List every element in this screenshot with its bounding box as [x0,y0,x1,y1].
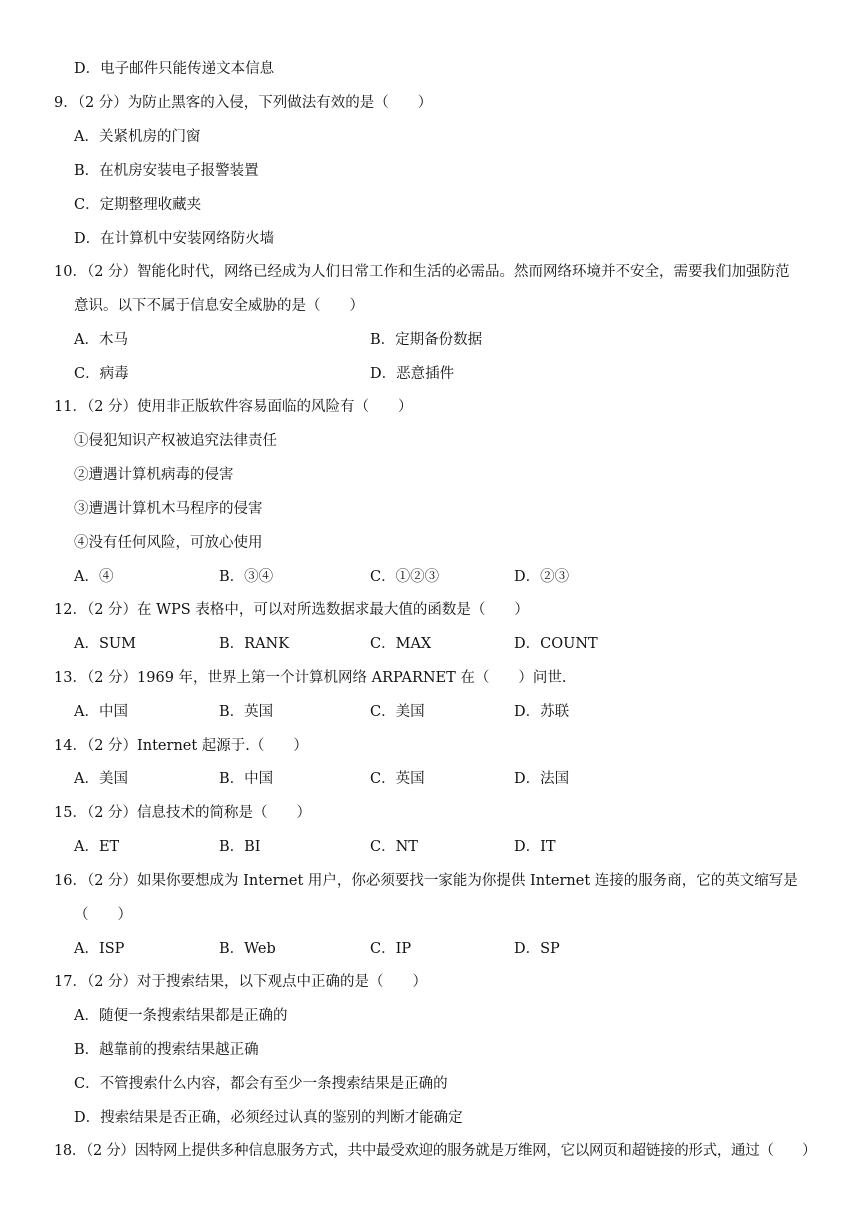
option-text: C．病毒 [74,366,129,382]
option-text: C．①②③ [370,569,440,585]
option-text: B．BI [219,839,261,855]
option-text: A．SUM [74,636,136,652]
option-text: C．美国 [370,704,425,720]
option-text: D．电子邮件只能传递文本信息 [74,61,275,77]
option-text: D．②③ [514,569,570,585]
question-stem: 10．（2 分）智能化时代，网络已经成为人们日常工作和生活的必需品。然而网络环境并不安全，需要我们加强防范 [54,264,790,280]
question-stem: 13．（2 分）1969 年，世界上第一个计算机网络 ARPARNET 在（ ）问世. [54,670,567,686]
option-text: D．COUNT [514,636,598,652]
option-text: D．苏联 [514,704,570,720]
question-stem-continuation: （ ） [74,907,132,923]
option-text: B．越靠前的搜索结果越正确 [74,1042,259,1058]
question-stem: 11．（2 分）使用非正版软件容易面临的风险有（ ） [54,399,413,415]
option-text: B．中国 [219,771,274,787]
option-text: B．英国 [219,704,274,720]
option-text: D．搜索结果是否正确，必须经过认真的鉴别的判断才能确定 [74,1110,463,1126]
option-text: D．IT [514,839,556,855]
option-text: C．NT [370,839,418,855]
option-text: B．③④ [219,569,274,585]
option-text: C．英国 [370,771,425,787]
option-text: A．ET [74,839,120,855]
statement-item: ③遭遇计算机木马程序的侵害 [74,501,263,517]
option-text: D．法国 [514,771,570,787]
statement-item: ④没有任何风险，可放心使用 [74,535,263,551]
question-stem: 14．（2 分）Internet 起源于.（ ） [54,738,308,754]
option-text: C．不管搜索什么内容，都会有至少一条搜索结果是正确的 [74,1076,448,1092]
option-text: A．美国 [74,771,128,787]
question-stem: 16．（2 分）如果你要想成为 Internet 用户，你必须要找一家能为你提供 Internet 连接的服务商，它的英文缩写是 [54,873,798,889]
option-text: C．IP [370,941,412,957]
option-text: D．SP [514,941,560,957]
question-stem: 12．（2 分）在 WPS 表格中，可以对所选数据求最大值的函数是（ ） [54,602,529,618]
option-text: A．中国 [74,704,128,720]
option-text: A．木马 [74,332,128,348]
question-stem: 15．（2 分）信息技术的简称是（ ） [54,805,312,821]
option-text: D．在计算机中安装网络防火墙 [74,231,275,247]
option-text: B．定期备份数据 [370,332,483,348]
statement-item: ①侵犯知识产权被追究法律责任 [74,433,277,449]
option-text: C．定期整理收藏夹 [74,197,202,213]
option-text: A．④ [74,569,114,585]
option-text: B．RANK [219,636,290,652]
question-stem: 18．（2 分）因特网上提供多种信息服务方式，共中最受欢迎的服务就是万维网，它以网页和超链接的形式，通过（ ） [54,1143,817,1159]
statement-item: ②遭遇计算机病毒的侵害 [74,467,234,483]
option-text: A．关紧机房的门窗 [74,129,201,145]
option-text: A．ISP [74,941,125,957]
option-text: B．在机房安装电子报警装置 [74,163,259,179]
option-text: C．MAX [370,636,432,652]
option-text: D．恶意插件 [370,366,455,382]
question-stem: 9．（2 分）为防止黑客的入侵，下列做法有效的是（ ） [54,95,433,111]
option-text: A．随便一条搜索结果都是正确的 [74,1008,288,1024]
question-stem: 17．（2 分）对于搜索结果，以下观点中正确的是（ ） [54,974,428,990]
option-text: B．Web [219,941,276,957]
question-stem-continuation: 意识。以下不属于信息安全威胁的是（ ） [74,298,364,314]
